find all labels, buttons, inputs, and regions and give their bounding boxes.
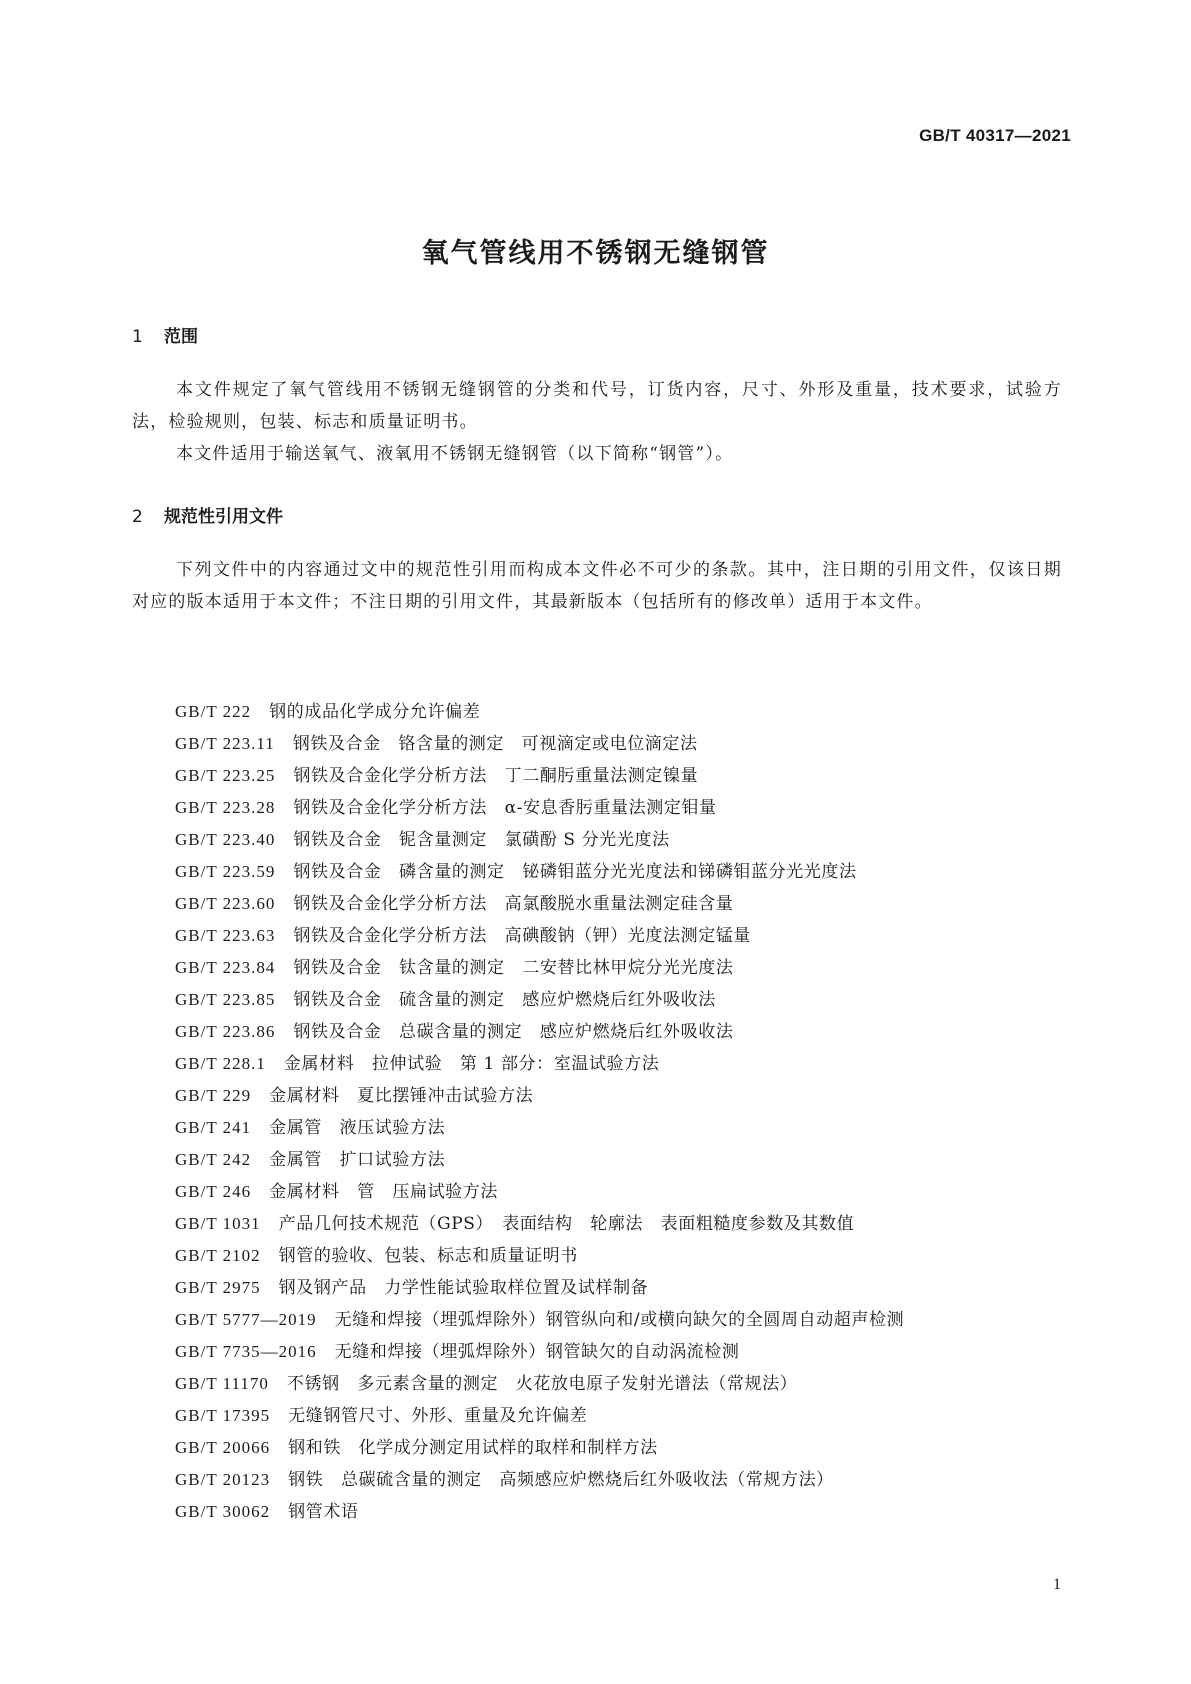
reference-code: GB/T 223.60 [175, 894, 276, 913]
reference-code: GB/T 5777—2019 [175, 1310, 317, 1329]
reference-item [175, 1176, 904, 1208]
reference-code: GB/T 7735—2016 [175, 1342, 317, 1361]
section-title: 范围 [164, 327, 198, 347]
reference-title: 无缝和焊接（埋弧焊除外）钢管纵向和/或横向缺欠的全圆周自动超声检测 [334, 1310, 905, 1330]
reference-code: GB/T 223.11 [175, 734, 275, 753]
reference-title: 钢铁及合金化学分析方法 高氯酸脱水重量法测定硅含量 [293, 894, 734, 914]
reference-title: 钢铁及合金化学分析方法 丁二酮肟重量法测定镍量 [293, 766, 699, 786]
reference-code: GB/T 2975 [175, 1278, 261, 1297]
reference-item [175, 856, 904, 888]
reference-item [175, 888, 904, 920]
reference-code: GB/T 242 [175, 1150, 252, 1169]
document-title: 氧气管线用不锈钢无缝钢管 [421, 238, 770, 269]
reference-title: 钢管术语 [288, 1502, 359, 1522]
reference-title: 钢铁及合金 磷含量的测定 铋磷钼蓝分光光度法和锑磷钼蓝分光光度法 [293, 862, 857, 882]
section-2-heading [132, 502, 283, 527]
reference-item [175, 1432, 904, 1464]
reference-title: 钢铁及合金 钛含量的测定 二安替比林甲烷分光光度法 [293, 958, 734, 978]
reference-title: 无缝钢管尺寸、外形、重量及允许偏差 [288, 1406, 588, 1426]
reference-title: 金属管 液压试验方法 [269, 1118, 446, 1138]
reference-item [175, 792, 904, 824]
reference-title: 钢铁 总碳硫含量的测定 高频感应炉燃烧后红外吸收法（常规方法） [288, 1470, 834, 1490]
normative-references-list [175, 696, 904, 1528]
references-intro-paragraph: 下列文件中的内容通过文中的规范性引用而构成本文件必不可少的条款。其中，注日期的引用文件，仅该日期对应的版本适用于本文件；不注日期的引用文件，其最新版本（包括所有的修改单）适用于本文件。 [132, 560, 1062, 612]
standard-code: GB/T 40317—2021 [919, 126, 1071, 145]
reference-title: 钢的成品化学成分允许偏差 [269, 702, 481, 722]
scope-paragraph-2: 本文件适用于输送氧气、液氧用不锈钢无缝钢管（以下简称“钢管”）。 [176, 444, 734, 464]
reference-code: GB/T 30062 [175, 1502, 271, 1521]
reference-item [175, 1304, 904, 1336]
reference-title: 金属材料 夏比摆锤冲击试验方法 [269, 1086, 534, 1106]
reference-code: GB/T 11170 [175, 1374, 269, 1393]
reference-code: GB/T 17395 [175, 1406, 271, 1425]
reference-title: 钢铁及合金化学分析方法 α-安息香肟重量法测定钼量 [293, 798, 717, 818]
reference-item [175, 824, 904, 856]
reference-code: GB/T 2102 [175, 1246, 261, 1265]
reference-item [175, 1144, 904, 1176]
reference-title: 钢铁及合金 铌含量测定 氯磺酚 S 分光光度法 [293, 830, 670, 850]
reference-title: 钢管的验收、包装、标志和质量证明书 [278, 1246, 578, 1266]
reference-item [175, 1048, 904, 1080]
reference-item [175, 1208, 904, 1240]
reference-title: 金属材料 拉伸试验 第 1 部分：室温试验方法 [283, 1054, 660, 1074]
reference-code: GB/T 229 [175, 1086, 252, 1105]
page-number: 1 [1053, 1576, 1061, 1593]
reference-code: GB/T 223.63 [175, 926, 276, 945]
reference-code: GB/T 223.86 [175, 1022, 276, 1041]
reference-code: GB/T 222 [175, 702, 252, 721]
reference-item [175, 1112, 904, 1144]
reference-code: GB/T 223.25 [175, 766, 276, 785]
reference-item [175, 920, 904, 952]
reference-code: GB/T 228.1 [175, 1054, 266, 1073]
reference-code: GB/T 241 [175, 1118, 252, 1137]
reference-item [175, 984, 904, 1016]
reference-title: 钢铁及合金 硫含量的测定 感应炉燃烧后红外吸收法 [293, 990, 716, 1010]
reference-item [175, 1272, 904, 1304]
reference-code: GB/T 246 [175, 1182, 252, 1201]
section-number: 2 [132, 507, 143, 527]
reference-item [175, 1336, 904, 1368]
reference-item [175, 1080, 904, 1112]
reference-item [175, 1464, 904, 1496]
section-number: 1 [132, 327, 143, 347]
reference-item [175, 1016, 904, 1048]
reference-title: 钢铁及合金化学分析方法 高碘酸钠（钾）光度法测定锰量 [293, 926, 752, 946]
reference-code: GB/T 20123 [175, 1470, 271, 1489]
reference-title: 金属管 扩口试验方法 [269, 1150, 446, 1170]
reference-item [175, 1240, 904, 1272]
reference-title: 钢和铁 化学成分测定用试样的取样和制样方法 [288, 1438, 658, 1458]
reference-code: GB/T 223.40 [175, 830, 276, 849]
reference-item [175, 1400, 904, 1432]
reference-code: GB/T 223.85 [175, 990, 276, 1009]
reference-title: 无缝和焊接（埋弧焊除外）钢管缺欠的自动涡流检测 [334, 1342, 740, 1362]
reference-item [175, 696, 904, 728]
reference-title: 产品几何技术规范（GPS） 表面结构 轮廓法 表面粗糙度参数及其数值 [278, 1214, 855, 1234]
reference-title: 钢铁及合金 铬含量的测定 可视滴定或电位滴定法 [292, 734, 698, 754]
reference-item [175, 952, 904, 984]
reference-title: 金属材料 管 压扁试验方法 [269, 1182, 498, 1202]
reference-item [175, 1496, 904, 1528]
scope-paragraph-1: 本文件规定了氧气管线用不锈钢无缝钢管的分类和代号，订货内容，尺寸、外形及重量，技术要求，试验方法，检验规则，包装、标志和质量证明书。 [132, 380, 1062, 432]
reference-code: GB/T 223.28 [175, 798, 276, 817]
section-title: 规范性引用文件 [164, 507, 283, 527]
section-1-heading [132, 322, 198, 347]
reference-item [175, 728, 904, 760]
reference-title: 钢及钢产品 力学性能试验取样位置及试样制备 [278, 1278, 649, 1298]
reference-title: 钢铁及合金 总碳含量的测定 感应炉燃烧后红外吸收法 [293, 1022, 734, 1042]
reference-code: GB/T 20066 [175, 1438, 271, 1457]
reference-code: GB/T 223.59 [175, 862, 276, 881]
reference-title: 不锈钢 多元素含量的测定 火花放电原子发射光谱法（常规法） [286, 1374, 798, 1394]
reference-code: GB/T 1031 [175, 1214, 261, 1233]
reference-item [175, 760, 904, 792]
reference-item [175, 1368, 904, 1400]
reference-code: GB/T 223.84 [175, 958, 276, 977]
